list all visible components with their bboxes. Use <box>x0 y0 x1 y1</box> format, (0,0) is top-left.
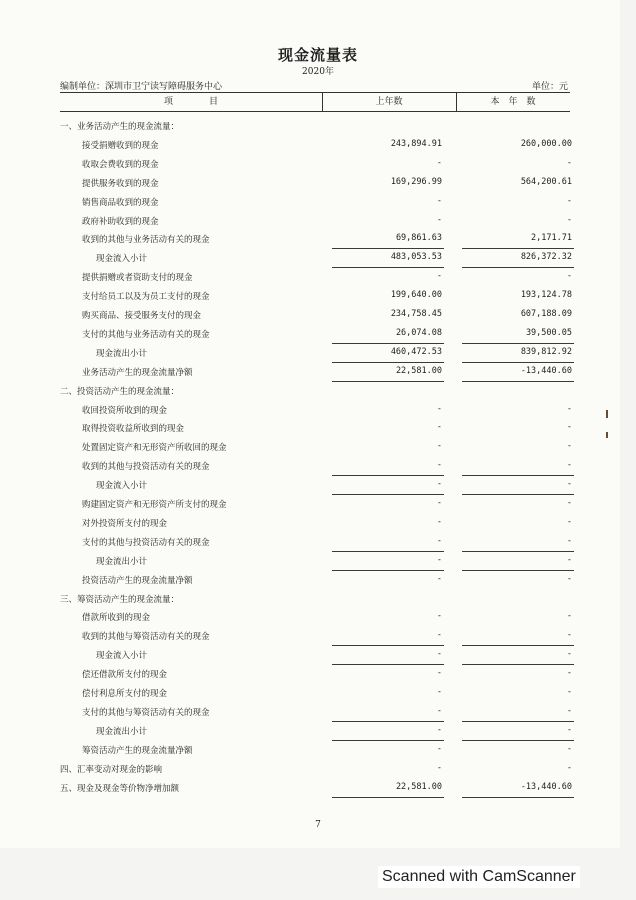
row-label: 四、汇率变动对现金的影响 <box>60 764 163 775</box>
row-label: 现金流出小计 <box>96 556 148 567</box>
page-number: 7 <box>315 820 321 830</box>
current-year-value: - <box>566 743 572 754</box>
row-label: 筹资活动产生的现金流量净额 <box>82 745 193 756</box>
current-year-value: 607,188.09 <box>520 309 572 319</box>
prev-year-value: 199,640.00 <box>390 290 442 301</box>
current-year-value: - <box>566 157 572 168</box>
table-row <box>60 590 570 609</box>
current-year-value: - <box>566 573 572 584</box>
row-label: 提供捐赠或者资助支付的现金 <box>82 273 193 284</box>
table-row <box>60 268 570 287</box>
current-year-value: - <box>566 649 572 660</box>
current-year-value: - <box>566 724 572 735</box>
prev-year-value: 22,581.00 <box>395 781 442 792</box>
table-row <box>60 438 570 457</box>
prev-year-value: 243,894.91 <box>390 138 442 149</box>
prev-year-value: - <box>436 422 442 433</box>
scan-artifact <box>606 432 608 438</box>
prev-year-value: - <box>436 705 442 716</box>
header-top-rule <box>60 92 570 93</box>
row-label: 偿还借款所支付的现金 <box>82 670 168 681</box>
prev-year-value: - <box>436 630 442 641</box>
current-year-value: 826,372.32 <box>520 252 572 263</box>
scanner-watermark: Scanned with CamScanner <box>378 866 580 888</box>
prev-year-value: - <box>436 479 442 490</box>
table-row <box>60 571 570 590</box>
current-year-value: - <box>566 403 572 414</box>
org-unit-row <box>60 79 568 92</box>
current-year-value: - <box>566 705 572 716</box>
row-label: 对外投资所支付的现金 <box>82 518 168 529</box>
current-year-value: - <box>566 441 572 452</box>
row-label: 收到的其他与筹资活动有关的现金 <box>82 632 210 643</box>
table-row <box>60 646 570 665</box>
table-row <box>60 419 570 438</box>
table-row <box>60 552 570 571</box>
scan-artifact <box>606 410 608 418</box>
row-label: 支付的其他与筹资活动有关的现金 <box>82 707 210 718</box>
prev-year-value: - <box>436 649 442 660</box>
prev-year-value: 234,758.45 <box>390 309 442 319</box>
row-label: 收取会费收到的现金 <box>82 159 159 170</box>
table-row <box>60 627 570 646</box>
table-row <box>60 608 570 627</box>
current-year-value: - <box>566 668 572 679</box>
current-year-value: - <box>566 535 572 546</box>
table-row <box>60 306 570 325</box>
row-label: 处置固定资产和无形资产所收回的现金 <box>82 443 227 454</box>
current-year-value: - <box>566 611 572 622</box>
row-label: 现金流入小计 <box>96 481 148 492</box>
current-year-value: - <box>566 630 572 641</box>
current-year-value: - <box>566 214 572 225</box>
org-name: 编制单位：深圳市卫宁读写障碍服务中心 <box>60 82 223 92</box>
table-row <box>60 741 570 760</box>
prev-year-value: - <box>436 687 442 697</box>
table-row <box>60 193 570 212</box>
table-row <box>60 514 570 533</box>
current-year-value: 39,500.05 <box>525 327 572 338</box>
prev-year-value: 460,472.53 <box>390 346 442 357</box>
prev-year-value: - <box>436 743 442 754</box>
prev-year-value: - <box>436 668 442 679</box>
table-row <box>60 325 570 344</box>
prev-year-value: - <box>436 535 442 546</box>
table-row <box>60 533 570 552</box>
table-row <box>60 401 570 420</box>
current-year-value: - <box>566 460 572 471</box>
column-header-item: 项 目 <box>163 97 218 107</box>
prev-year-value: - <box>436 762 442 773</box>
current-year-value: - <box>566 479 572 490</box>
row-label: 偿付利息所支付的现金 <box>82 689 168 699</box>
table-row <box>60 287 570 306</box>
table-row <box>60 363 570 382</box>
table-row <box>60 155 570 174</box>
column-header-prev-year: 上年数 <box>375 97 403 107</box>
row-label: 取得投资收益所收到的现金 <box>82 424 185 435</box>
row-label: 五、现金及现金等价物净增加额 <box>60 783 180 794</box>
row-label: 提供服务收到的现金 <box>82 178 159 189</box>
table-row <box>60 760 570 779</box>
prev-year-value: - <box>436 271 442 282</box>
table-row <box>60 344 570 363</box>
current-year-value: 2,171.71 <box>531 233 572 244</box>
table-row <box>60 665 570 684</box>
current-year-value: - <box>566 195 572 206</box>
current-year-value: - <box>566 516 572 527</box>
row-label: 借款所收到的现金 <box>82 613 151 624</box>
table-row <box>60 476 570 495</box>
prev-year-value: - <box>436 157 442 168</box>
row-label: 支付的其他与投资活动有关的现金 <box>82 537 210 548</box>
prev-year-value: 169,296.99 <box>390 176 442 187</box>
table-row <box>60 779 570 798</box>
report-year: 2020年 <box>302 67 334 77</box>
row-label: 收到的其他与投资活动有关的现金 <box>82 462 210 473</box>
row-label: 现金流出小计 <box>96 348 148 359</box>
row-label: 支付的其他与业务活动有关的现金 <box>82 329 210 340</box>
current-year-value: -13,440.60 <box>520 781 572 792</box>
row-label: 销售商品收到的现金 <box>82 197 159 208</box>
table-row <box>60 212 570 231</box>
prev-year-value: - <box>436 214 442 225</box>
currency-unit: 单位：元 <box>531 82 568 92</box>
table-row <box>60 382 570 401</box>
current-year-value: - <box>566 498 572 508</box>
column-header-current-year: 本 年 数 <box>490 97 536 107</box>
value-underline <box>462 797 574 798</box>
row-label: 购买商品、接受服务支付的现金 <box>82 311 202 321</box>
prev-year-value: - <box>436 460 442 471</box>
row-label: 收到的其他与业务活动有关的现金 <box>82 235 210 246</box>
prev-year-value: - <box>436 554 442 565</box>
prev-year-value: 69,861.63 <box>395 233 442 244</box>
prev-year-value: - <box>436 611 442 622</box>
prev-year-value: 483,053.53 <box>390 252 442 263</box>
row-label: 业务活动产生的现金流量净额 <box>82 367 193 378</box>
current-year-value: - <box>566 271 572 282</box>
table-row <box>60 722 570 741</box>
current-year-value: 839,812.92 <box>520 346 572 357</box>
current-year-value: - <box>566 762 572 773</box>
row-label: 政府补助收到的现金 <box>82 216 159 227</box>
table-row <box>60 136 570 155</box>
prev-year-value: 26,074.08 <box>395 327 442 338</box>
current-year-value: -13,440.60 <box>520 365 572 376</box>
row-label: 现金流出小计 <box>96 726 148 737</box>
prev-year-value: - <box>436 441 442 452</box>
table-row <box>60 249 570 268</box>
row-label: 现金流入小计 <box>96 254 148 265</box>
table-row <box>60 495 570 514</box>
table-row <box>60 230 570 249</box>
prev-year-value: - <box>436 403 442 414</box>
current-year-value: - <box>566 687 572 697</box>
table-row <box>60 684 570 703</box>
value-underline <box>332 797 444 798</box>
prev-year-value: 22,581.00 <box>395 365 442 376</box>
prev-year-value: - <box>436 573 442 584</box>
table-row <box>60 457 570 476</box>
row-label: 二、投资活动产生的现金流量： <box>60 386 180 397</box>
table-row <box>60 174 570 193</box>
row-label: 现金流入小计 <box>96 651 148 662</box>
table-row <box>60 703 570 722</box>
table-row <box>60 117 570 136</box>
current-year-value: 564,200.61 <box>520 176 572 187</box>
current-year-value: 193,124.78 <box>520 290 572 301</box>
prev-year-value: - <box>436 724 442 735</box>
prev-year-value: - <box>436 195 442 206</box>
row-label: 接受捐赠收到的现金 <box>82 140 159 151</box>
prev-year-value: - <box>436 498 442 508</box>
row-label: 收回投资所收到的现金 <box>82 405 168 416</box>
row-label: 一、业务活动产生的现金流量： <box>60 122 180 132</box>
current-year-value: 260,000.00 <box>520 138 572 149</box>
prev-year-value: - <box>436 516 442 527</box>
row-label: 投资活动产生的现金流量净额 <box>82 575 193 586</box>
header-bottom-rule <box>60 111 570 112</box>
row-label: 购建固定资产和无形资产所支付的现金 <box>82 500 227 510</box>
current-year-value: - <box>566 422 572 433</box>
current-year-value: - <box>566 554 572 565</box>
row-label: 支付给员工以及为员工支付的现金 <box>82 292 210 303</box>
row-label: 三、筹资活动产生的现金流量： <box>60 594 180 605</box>
page-title: 现金流量表 <box>277 46 358 64</box>
